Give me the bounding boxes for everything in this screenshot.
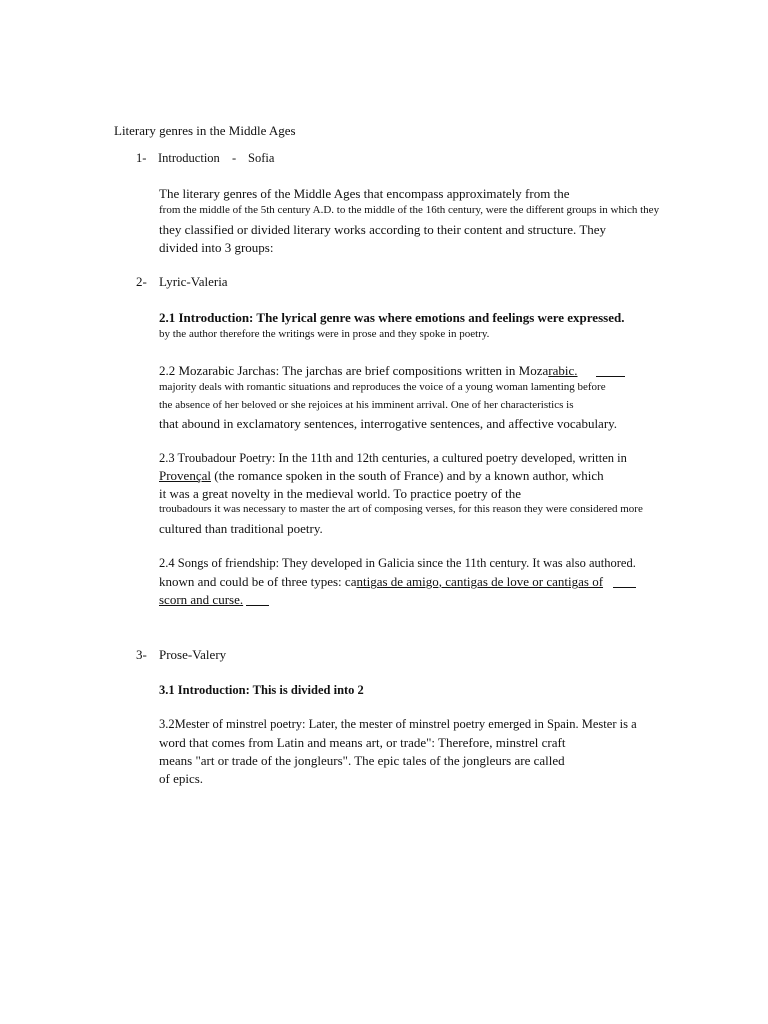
underline-rule <box>613 587 636 588</box>
underline-rule <box>596 376 625 377</box>
intro-line-1: The literary genres of the Middle Ages that encompass approximately from the <box>159 186 570 201</box>
subsection-2-4-line-3 <box>159 593 243 606</box>
subsection-3-2-line-2: word that comes from Latin and means art, or trade": Therefore, minstrel craft <box>159 735 566 750</box>
subsection-2-3-line-1: 2.3 Troubadour Poetry: In the 11th and 12th centuries, a cultured poetry developed, written in <box>159 451 627 465</box>
subsection-2-1-heading: 2.1 Introduction: The lyrical genre was where emotions and feelings were expressed. <box>159 310 625 325</box>
subsection-2-4-underlined-text-2: scorn and curse. <box>159 592 244 607</box>
subsection-2-4-line-2 <box>159 575 603 588</box>
subsection-3-2-line-4: of epics. <box>159 771 204 786</box>
subsection-2-3-line-3: it was a great novelty in the medieval world. To practice poetry of the <box>159 486 522 501</box>
intro-line-3: they classified or divided literary works according to their content and structure. They <box>159 222 607 237</box>
section-1-dash: - <box>232 151 237 165</box>
section-1-heading: Introduction <box>158 151 220 165</box>
section-2-heading: Lyric-Valeria <box>159 274 228 289</box>
intro-line-2: from the middle of the 5th century A.D. to the middle of the 16th century, were the different groups in which they <box>159 204 660 216</box>
subsection-3-2-line-3: means "art or trade of the jongleurs". The epic tales of the jongleurs are called <box>159 753 565 768</box>
subsection-2-4-line-2-text: known and could be of three types: ca <box>159 574 357 589</box>
subsection-2-3-line-2-text: (the romance spoken in the south of France) and by a known author, which <box>210 468 604 483</box>
subsection-2-1-line-2: by the author therefore the writings were in prose and they spoke in poetry. <box>159 328 490 340</box>
subsection-2-4-underlined-text: ntigas de amigo, cantigas de love or cantigas of <box>356 574 604 589</box>
subsection-2-2-underlined-text: rabic. <box>548 363 578 378</box>
subsection-2-2-line-1 <box>159 364 578 377</box>
subsection-3-1-heading: 3.1 Introduction: This is divided into 2 <box>159 683 364 697</box>
subsection-3-2-line-1: 3.2Mester of minstrel poetry: Later, the mester of minstrel poetry emerged in Spain. Mester is a <box>159 717 637 731</box>
subsection-2-2-line-3: the absence of her beloved or she rejoices at his imminent arrival. One of her characteristics is <box>159 399 574 411</box>
provencal-link-text: Provençal <box>159 468 211 483</box>
subsection-2-2-line-1-text: 2.2 Mozarabic Jarchas: The jarchas are brief compositions written in Moza <box>159 363 549 378</box>
subsection-2-2-line-2: majority deals with romantic situations and reproduces the voice of a young woman lamenting before <box>159 381 606 393</box>
underline-rule <box>246 605 269 606</box>
document-title: Literary genres in the Middle Ages <box>114 123 296 138</box>
section-2-number: 2- <box>136 274 147 289</box>
subsection-2-4-line-1: 2.4 Songs of friendship: They developed in Galicia since the 11th century. It was also authored. <box>159 556 636 570</box>
subsection-2-3-line-5: cultured than traditional poetry. <box>159 521 323 536</box>
subsection-2-3-line-4: troubadours it was necessary to master the art of composing verses, for this reason they were considered more <box>159 503 643 515</box>
section-1-number: 1- <box>136 151 147 165</box>
section-1-author: Sofia <box>248 151 275 165</box>
subsection-2-3-line-2 <box>159 469 604 482</box>
section-3-heading: Prose-Valery <box>159 647 227 662</box>
subsection-2-2-line-4: that abound in exclamatory sentences, interrogative sentences, and affective vocabulary. <box>159 416 618 431</box>
intro-line-4: divided into 3 groups: <box>159 240 274 255</box>
section-3-number: 3- <box>136 647 147 662</box>
